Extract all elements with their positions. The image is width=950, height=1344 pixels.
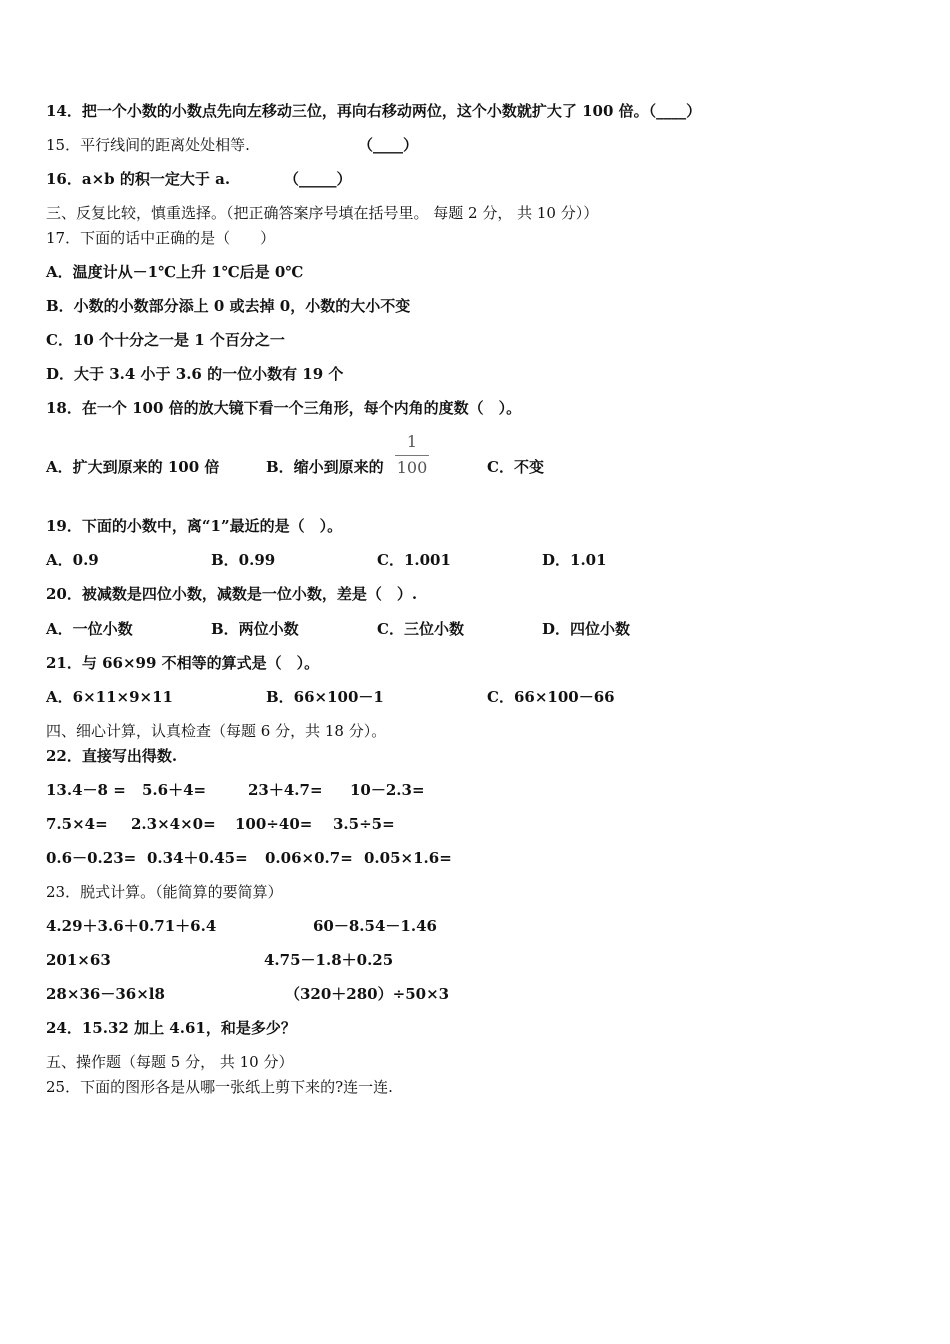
section-4-heading: 四、细心计算，认真检查（每题 6 分，共 18 分）。 — [46, 722, 387, 740]
fraction-one-hundredth — [395, 433, 429, 477]
question-21-option-c: C．66×100－66 — [487, 688, 615, 706]
q22-row3-item: 0.6－0.23= — [46, 849, 137, 867]
question-17-stem: 17．下面的话中正确的是（ ） — [46, 229, 276, 247]
question-21-stem: 21．与 66×99 不相等的算式是（ ）。 — [46, 654, 320, 672]
section-3-heading: 三、反复比较，慎重选择。（把正确答案序号填在括号里。 每题 2 分， 共 10 分）） — [46, 204, 599, 222]
question-17-option-b: B．小数的小数部分添上 0 或去掉 0，小数的大小不变 — [46, 297, 411, 315]
section-5-heading: 五、操作题（每题 5 分， 共 10 分） — [46, 1053, 294, 1071]
q23-row2-item: 4.75－1.8＋0.25 — [264, 951, 394, 969]
question-20-option-d: D．四位小数 — [542, 620, 631, 638]
question-17-option-c: C．10 个十分之一是 1 个百分之一 — [46, 331, 285, 349]
fraction-numerator: 1 — [406, 432, 418, 451]
question-22-stem: 22．直接写出得数. — [46, 747, 178, 765]
question-14: 14．把一个小数的小数点先向左移动三位，再向右移动两位，这个小数就扩大了 100 倍。（____） — [46, 102, 702, 120]
question-21-option-a: A．6×11×9×11 — [46, 688, 173, 706]
question-16: 16．a×b 的积一定大于 a. — [46, 170, 231, 188]
question-19-option-d: D．1.01 — [542, 551, 607, 569]
q22-row1-item: 10－2.3= — [350, 781, 425, 799]
question-18-option-a: A．扩大到原来的 100 倍 — [46, 458, 220, 476]
question-17-option-d: D．大于 3.4 小于 3.6 的一位小数有 19 个 — [46, 365, 344, 383]
question-20-option-a: A．一位小数 — [46, 620, 133, 638]
question-18-option-b: B．缩小到原来的 — [266, 458, 384, 476]
question-19-stem: 19．下面的小数中，离“1”最近的是（ ）。 — [46, 517, 343, 535]
question-18-option-c: C．不变 — [487, 458, 544, 476]
q23-row1-item: 4.29＋3.6＋0.71＋6.4 — [46, 917, 217, 935]
question-19-option-a: A．0.9 — [46, 551, 99, 569]
question-19-option-c: C．1.001 — [377, 551, 451, 569]
q22-row3-item: 0.34＋0.45= — [147, 849, 248, 867]
q22-row1-item: 5.6＋4= — [142, 781, 207, 799]
q22-row2-item: 3.5÷5= — [333, 815, 395, 833]
fraction-bar — [395, 455, 429, 456]
question-15-blank: （____） — [358, 136, 419, 154]
question-20-option-b: B．两位小数 — [211, 620, 299, 638]
q22-row3-item: 0.05×1.6= — [364, 849, 452, 867]
question-19-option-b: B．0.99 — [211, 551, 276, 569]
question-20-option-c: C．三位小数 — [377, 620, 464, 638]
q23-row3-item: （320＋280）÷50×3 — [285, 985, 450, 1003]
q22-row2-item: 2.3×4×0= — [131, 815, 216, 833]
q23-row1-item: 60－8.54－1.46 — [313, 917, 437, 935]
question-21-option-b: B．66×100－1 — [266, 688, 384, 706]
fraction-denominator: 100 — [396, 458, 428, 477]
question-20-stem: 20．被减数是四位小数，减数是一位小数，差是（ ）. — [46, 585, 418, 603]
question-23-stem: 23．脱式计算。（能简算的要简算） — [46, 883, 283, 901]
question-24: 24．15.32 加上 4.61，和是多少？ — [46, 1019, 296, 1037]
question-18-stem: 18．在一个 100 倍的放大镜下看一个三角形，每个内角的度数（ ）。 — [46, 399, 522, 417]
q22-row2-item: 7.5×4= — [46, 815, 108, 833]
q22-row1-item: 13.4－8 = — [46, 781, 126, 799]
q22-row3-item: 0.06×0.7= — [265, 849, 353, 867]
q23-row3-item: 28×36－36×l8 — [46, 985, 165, 1003]
question-16-blank: （_____） — [284, 170, 352, 188]
question-25: 25．下面的图形各是从哪一张纸上剪下来的?连一连. — [46, 1078, 393, 1096]
question-15: 15．平行线间的距离处处相等. — [46, 136, 250, 154]
q22-row1-item: 23＋4.7= — [248, 781, 323, 799]
q22-row2-item: 100÷40= — [235, 815, 313, 833]
q23-row2-item: 201×63 — [46, 951, 111, 969]
question-17-option-a: A．温度计从－1℃上升 1℃后是 0℃ — [46, 263, 304, 281]
